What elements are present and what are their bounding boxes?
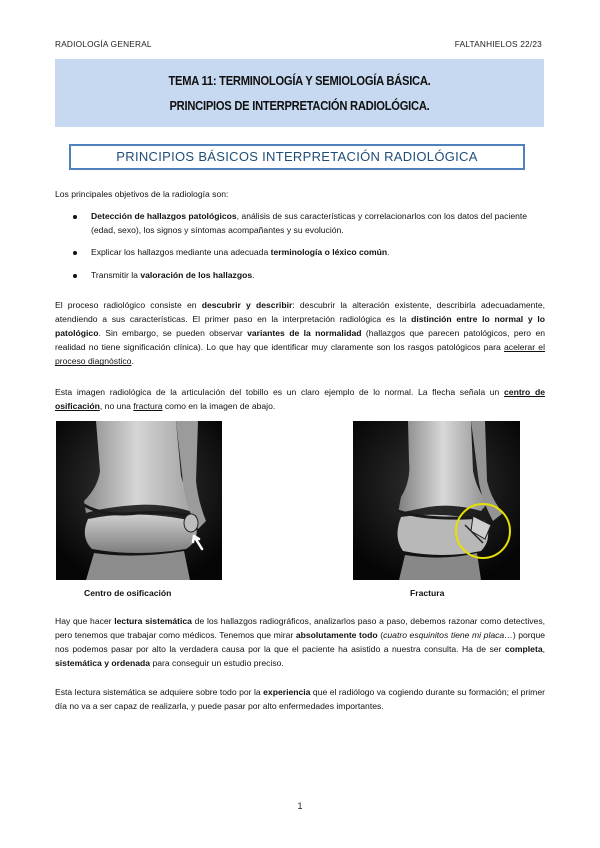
underlined-text: fractura [133,401,163,412]
text: , análisis de sus características y correlacionarlos con los datos del paciente (edad, sexo), los signos y síntomas acompañantes y su evolución. [91,211,528,235]
bold-text: terminología o léxico común [270,247,388,258]
xray-fracture [353,421,520,580]
text: de los hallazgos radiográficos, analizarlos paso a paso, debemos razonar como detectives, pero tenemos que trabajar como médicos. Tenemos que mirar [55,616,546,641]
text: . [252,269,255,280]
ankle-xray-fracture-image [353,421,520,580]
text: : descubrir la alteración existente, describirla adecuadamente, atendiendo a sus características. El primer paso en la interpretación radiológica es la [55,300,545,325]
section-heading-box [69,144,525,170]
text: El proceso radiológico consiste en [55,300,202,310]
list-item [70,246,545,260]
page-number: 1 [297,801,303,811]
paragraph-image-intro [55,385,545,413]
bold-text: distinción entre lo normal y lo patológico [55,314,545,339]
section-heading: PRINCIPIOS BÁSICOS INTERPRETACIÓN RADIOLÓGICA [116,149,478,164]
objectives-list [70,210,545,291]
text: Esta imagen radiológica de la articulación del tobillo es un claro ejemplo de lo normal. La flecha señala un [55,387,505,397]
bold-text: Detección de hallazgos patológicos [91,211,237,221]
paragraph-systematic-reading [55,614,545,670]
caption-ossification: Centro de osificación [84,588,172,598]
list-item [70,210,545,237]
bold-text: lectura sistemática [114,616,192,626]
caption-fracture: Fractura [410,588,445,598]
text: ) porque nos podemos pasar por alto la verdadera causa por la que el paciente ha asistido a nuestra consulta. Ha de ser [55,630,546,655]
bold-text: descubrir y describir [201,300,293,310]
list-item [70,269,545,283]
text: . [131,356,134,367]
bold-text: sistemática y ordenada [55,658,151,669]
text: Transmitir la [91,269,141,280]
bold-text: valoración de los hallazgos [140,269,253,280]
header-right: FALTANHIELOS 22/23 [454,39,542,49]
text: para conseguir un estudio preciso. [150,658,284,669]
title-box [55,59,544,127]
underlined-text: acelerar el proceso diagnóstico [55,342,545,367]
text: (hallazgos que parecen patológicos, pero en realidad no tiene significación clínica). Lo que hay que identificar muy claramente son los rasgos patológicos para [55,328,546,353]
text: . Sin embargo, se pueden observar [98,328,248,339]
text: , [542,644,545,655]
paragraph-experience [55,685,545,713]
intro-paragraph: Los principales objetivos de la radiología son: [55,189,229,199]
xray-ossification-center [56,421,222,580]
title-line-2: PRINCIPIOS DE INTERPRETACIÓN RADIOLÓGICA. [169,98,430,113]
ankle-xray-normal-image [56,421,222,580]
text: , no una [99,401,134,412]
title-line-1: TEMA 11: TERMINOLOGÍA Y SEMIOLOGÍA BÁSICA. [168,73,431,88]
text: que el radiólogo va cogiendo durante su formación; el primer día no va a ser capaz de realizarla, y puede pasar por alto enfermedades importantes. [55,687,545,712]
text: Esta lectura sistemática se adquiere sobre todo por la [55,687,264,697]
text: ( [377,630,384,641]
bold-text: experiencia [263,687,311,697]
text: como en la imagen de abajo. [162,401,276,412]
bold-text: variantes de la normalidad [247,328,362,339]
header-left: RADIOLOGÍA GENERAL [55,39,152,49]
text: Hay que hacer [55,616,115,626]
bold-text: completa [504,644,543,655]
paragraph-process [55,298,545,368]
italic-text: cuatro esquinitos tiene mi placa… [383,630,513,641]
text: Explicar los hallazgos mediante una adecuada [91,247,271,258]
bold-text: absolutamente todo [295,630,378,641]
bold-underlined-text: centro de osificación [55,387,545,412]
text: . [387,247,390,258]
